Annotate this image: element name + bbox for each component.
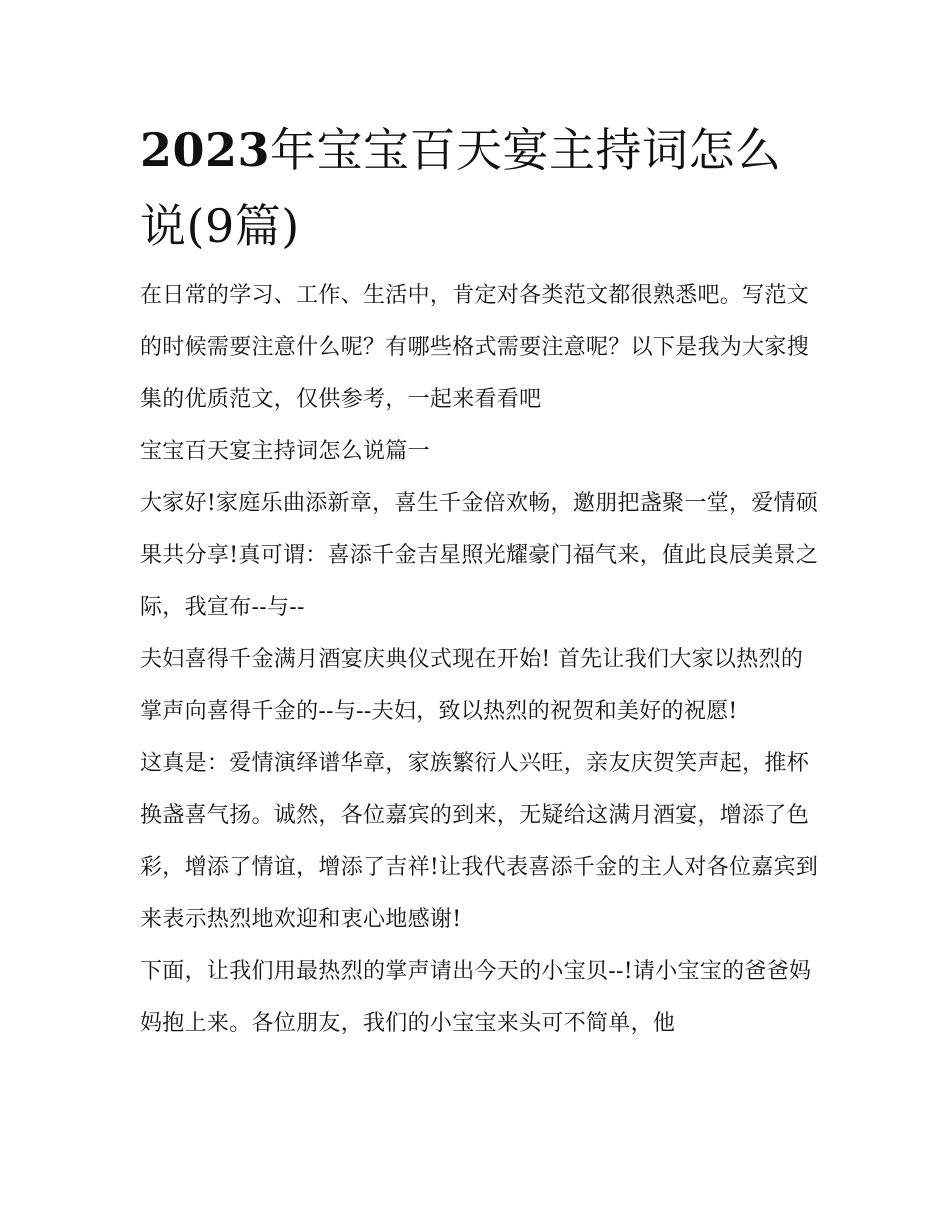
document-body bbox=[140, 270, 820, 1050]
body-paragraph: 这真是：爱情演绎谱华章，家族繁衍人兴旺，亲友庆贺笑声起，推杯换盏喜气扬。诚然，各位嘉宾的到来，无疑给这满月酒宴，增添了色彩，增添了情谊，增添了吉祥!让我代表喜添千金的主人对各位嘉宾到来表示热烈地欢迎和衷心地感谢! bbox=[140, 751, 819, 932]
body-paragraph: 夫妇喜得千金满月酒宴庆典仪式现在开始! 首先让我们大家以热烈的掌声向喜得千金的--与--夫妇，致以热烈的祝贺和美好的祝愿! bbox=[140, 647, 804, 724]
body-paragraph: 下面，让我们用最热烈的掌声请出今天的小宝贝--!请小宝宝的爸爸妈妈抱上来。各位朋友，我们的小宝宝来头可不简单，他 bbox=[140, 959, 812, 1036]
body-paragraph: 大家好!家庭乐曲添新章，喜生千金倍欢畅，邀朋把盏聚一堂，爱情硕果共分享!真可谓：喜添千金吉星照光耀豪门福气来，值此良辰美景之际，我宣布--与-- bbox=[140, 491, 819, 620]
document-title bbox=[140, 112, 820, 264]
section-heading: 宝宝百天宴主持词怎么说篇一 bbox=[140, 439, 430, 464]
intro-paragraph: 在日常的学习、工作、生活中，肯定对各类范文都很熟悉吧。写范文的时候需要注意什么呢？有哪些格式需要注意呢？以下是我为大家搜集的优质范文，仅供参考，一起来看看吧 bbox=[140, 283, 810, 412]
title-text: 年宝宝百天宴主持词怎么说(9篇) bbox=[140, 123, 782, 253]
document-page bbox=[140, 112, 820, 1050]
title-year: 2023 bbox=[140, 123, 271, 177]
